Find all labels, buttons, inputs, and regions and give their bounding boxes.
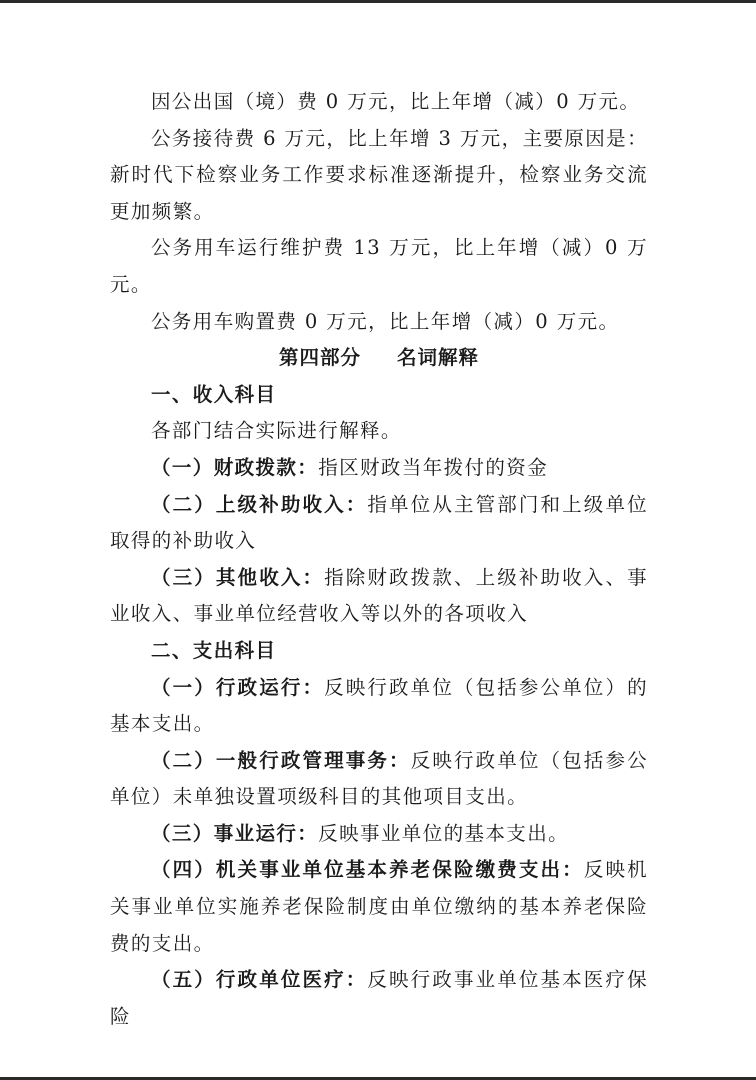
part-number: 第四部分	[278, 346, 361, 370]
income-desc: 指单位从主管部门和上级单位取得的补助收入	[110, 492, 648, 553]
section-income-intro: 各部门结合实际进行解释。	[151, 419, 402, 443]
income-term: （二）上级补助收入：	[151, 492, 368, 516]
income-desc: 指区财政当年拨付的资金	[318, 455, 549, 479]
expense-term: （五）行政单位医疗：	[151, 968, 368, 992]
expense-item-pension-insurance	[110, 852, 648, 962]
expense-desc: 反映事业单位的基本支出。	[318, 821, 570, 845]
part-heading	[110, 340, 648, 377]
part-title: 名词解释	[397, 346, 480, 370]
paragraph-vehicle-purchase: 公务用车购置费 0 万元，比上年增（减）0 万元。	[151, 309, 620, 333]
expense-item-admin-operation	[110, 670, 648, 743]
expense-term: （四）机关事业单位基本养老保险缴费支出：	[151, 858, 584, 882]
expense-desc: 反映行政单位（包括参公单位）的基本支出。	[110, 675, 648, 736]
expense-term: （二）一般行政管理事务：	[151, 748, 411, 772]
income-term: （三）其他收入：	[151, 565, 325, 589]
expense-item-admin-medical	[110, 962, 648, 1035]
paragraph-overseas-expense: 因公出国（境）费 0 万元，比上年增（减）0 万元。	[151, 90, 641, 113]
section-title-expense: 二、支出科目	[151, 638, 277, 662]
expense-term: （一）行政运行：	[151, 675, 325, 699]
income-item-superior-subsidy	[110, 487, 648, 560]
expense-item-general-admin-affairs	[110, 743, 648, 816]
expense-desc: 反映机关事业单位实施养老保险制度由单位缴纳的基本养老保险费的支出。	[110, 858, 648, 955]
expense-term: （三）事业运行：	[151, 821, 319, 845]
section-title-income: 一、收入科目	[151, 382, 277, 406]
income-desc: 指除财政拨款、上级补助收入、事业收入、事业单位经营收入等以外的各项收入	[110, 565, 648, 626]
expense-desc: 反映行政单位（包括参公单位）未单独设置项级科目的其他项目支出。	[110, 748, 648, 809]
expense-desc: 反映行政事业单位基本医疗保险	[110, 968, 648, 1028]
paragraph-reception-expense: 公务接待费 6 万元，比上年增 3 万元，主要原因是：新时代下检察业务工作要求标准逐渐提升，检察业务交流更加频繁。	[110, 126, 648, 223]
income-term: （一）财政拨款：	[151, 455, 319, 479]
income-item-fiscal-appropriation	[110, 450, 648, 487]
income-item-other-income	[110, 560, 648, 633]
paragraph-vehicle-maintenance: 公务用车运行维护费 13 万元，比上年增（减）0 万元。	[110, 236, 648, 296]
expense-item-institution-operation	[110, 816, 648, 853]
